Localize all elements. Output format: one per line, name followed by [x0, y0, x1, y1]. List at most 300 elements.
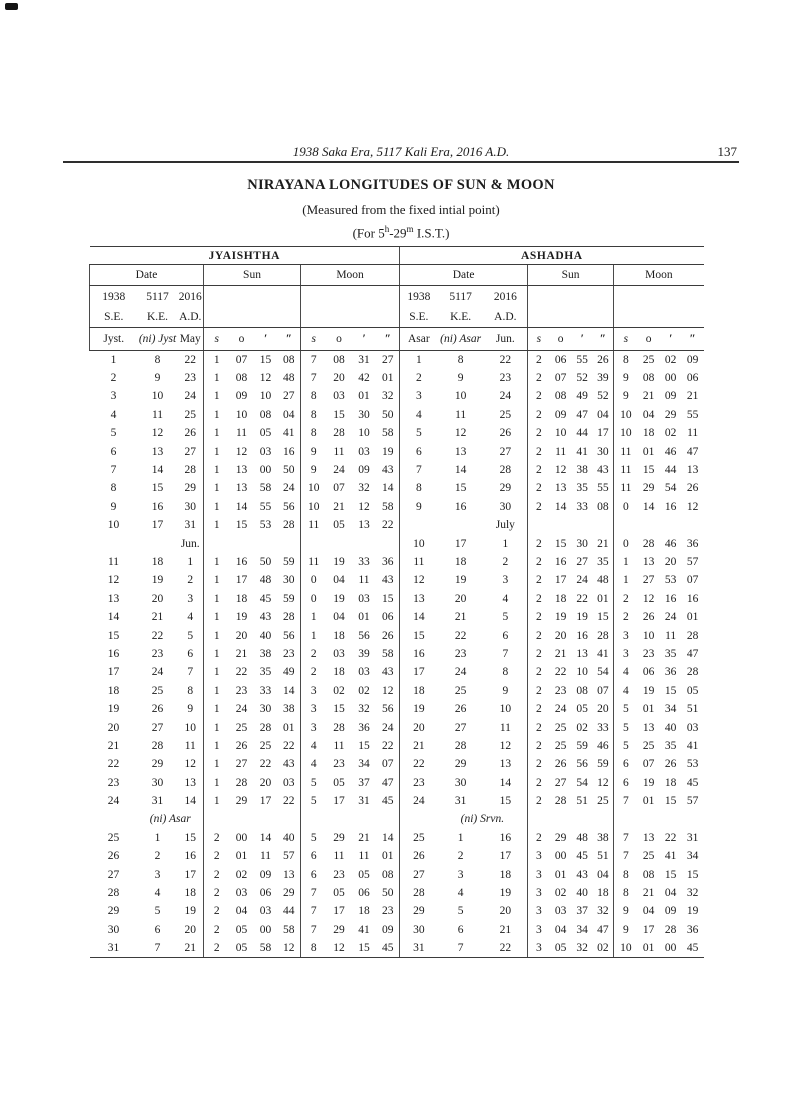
sun-cell: 00 — [554, 850, 567, 863]
sun-cell: 13 — [576, 647, 588, 660]
moon-cell: 11 — [665, 629, 677, 642]
moon-cell: 11 — [301, 516, 327, 534]
sun-cell: 10 — [235, 408, 248, 421]
table-row — [90, 406, 704, 424]
sun-cell: 1 — [204, 553, 230, 571]
moon-cell: 01 — [638, 939, 660, 957]
moon-cell: 9 — [301, 461, 327, 479]
moon-cell: 01 — [642, 703, 655, 716]
moon-cell: 14 — [642, 500, 655, 513]
sun-cell: 16 — [576, 629, 588, 642]
sun-cell: 17 — [597, 427, 609, 440]
sun-cell: 17 — [259, 795, 272, 808]
sun-cell: 43 — [597, 464, 609, 477]
moon-cell: 15 — [358, 739, 370, 752]
moon-cell: 57 — [686, 555, 699, 568]
sun-cell: 23 — [235, 684, 248, 697]
date-cell: 12 — [107, 574, 120, 587]
moon-cell: 31 — [686, 831, 699, 844]
month-name-left: JYAISHTHA — [90, 247, 400, 265]
sun-cell: 14 — [259, 831, 272, 844]
moon-cell: 7 — [301, 884, 327, 902]
moon-cell: 8 — [614, 351, 638, 369]
sun-cell: 38 — [259, 647, 272, 660]
table-row — [90, 663, 704, 681]
date-cell: 9 — [187, 703, 194, 716]
sun-cell: 18 — [554, 592, 567, 605]
moon-cell: 01 — [358, 390, 370, 403]
sun-cell: 26 — [235, 739, 248, 752]
date-cell: 1 — [154, 831, 161, 844]
date-cell: 18 — [499, 868, 512, 881]
sun-cell: 32 — [572, 939, 593, 957]
date-cell: 9 — [154, 372, 161, 385]
moon-cell: 45 — [382, 795, 394, 808]
unit-symbol: ″ — [682, 328, 704, 351]
unit-symbol: s — [301, 328, 327, 351]
sun-cell: 07 — [554, 372, 567, 385]
date-cell: 11 — [107, 555, 120, 568]
table-row — [90, 608, 704, 626]
moon-cell: 8 — [301, 387, 327, 405]
sun-cell: 01 — [235, 850, 248, 863]
sun-cell: 04 — [597, 868, 609, 881]
sun-cell: 22 — [235, 666, 248, 679]
subhead-cell: Jyst. — [90, 328, 138, 351]
moon-cell: 9 — [614, 369, 638, 387]
sun-cell: 33 — [597, 721, 609, 734]
sun-cell: 48 — [576, 831, 588, 844]
date-cell: 19 — [184, 905, 196, 918]
date-cell: 21 — [454, 611, 467, 624]
unit-symbol: ′ — [660, 328, 682, 351]
sun-cell: 00 — [259, 923, 272, 936]
moon-cell: 03 — [358, 592, 370, 605]
sun-cell: 30 — [597, 445, 609, 458]
moon-cell: 15 — [333, 703, 345, 716]
date-cell: 30 — [184, 500, 196, 513]
table-row — [90, 461, 704, 479]
sun-cell: 29 — [283, 887, 295, 900]
moon-cell: 19 — [686, 905, 699, 918]
moon-cell: 42 — [358, 372, 370, 385]
sun-cell: 30 — [259, 703, 272, 716]
sun-cell: 2 — [528, 645, 550, 663]
moon-cell: 5 — [614, 718, 638, 736]
moon-cell: 7 — [614, 847, 638, 865]
moon-cell: 8 — [301, 939, 327, 957]
sun-cell: 27 — [554, 776, 567, 789]
date-cell: 28 — [107, 887, 120, 900]
date-cell: 12 — [151, 427, 164, 440]
scan-artifact — [5, 3, 18, 10]
date-cell: 9 — [502, 684, 509, 697]
moon-cell: 47 — [686, 647, 699, 660]
sun-cell: 2 — [204, 847, 230, 865]
table-cell — [528, 308, 614, 328]
sun-cell: 44 — [283, 905, 295, 918]
table-cell — [400, 516, 438, 534]
sun-cell: 27 — [576, 555, 588, 568]
date-cell: 2 — [502, 555, 509, 568]
date-cell: 31 — [454, 795, 467, 808]
moon-cell: 19 — [333, 555, 345, 568]
sun-cell: 35 — [259, 666, 272, 679]
sun-cell: 58 — [259, 482, 272, 495]
date-cell: 24 — [151, 666, 164, 679]
sun-cell: 24 — [576, 574, 588, 587]
moon-cell: 9 — [301, 442, 327, 460]
table-cell — [438, 516, 484, 534]
page-number: 137 — [717, 144, 737, 159]
moon-cell: 1 — [614, 571, 638, 589]
moon-cell: 01 — [642, 445, 655, 458]
date-cell: 31 — [151, 795, 164, 808]
date-cell: 27 — [400, 865, 438, 883]
date-cell: 26 — [454, 703, 467, 716]
date-cell: 8 — [457, 353, 464, 366]
moon-cell: 2 — [301, 663, 327, 681]
moon-cell: 15 — [352, 939, 377, 957]
sun-cell: 04 — [235, 905, 248, 918]
date-cell: 13 — [499, 758, 512, 771]
sun-cell: 2 — [528, 387, 550, 405]
moon-cell: 9 — [614, 902, 638, 920]
date-cell: 5 — [154, 905, 161, 918]
table-row — [90, 700, 704, 718]
date-cell: 25 — [400, 829, 438, 847]
date-cell: 1 — [400, 351, 438, 369]
moon-cell: 25 — [642, 353, 655, 366]
date-cell: 10 — [184, 721, 196, 734]
date-cell: 22 — [484, 939, 528, 957]
sun-cell: 12 — [597, 776, 609, 789]
moon-cell: 13 — [358, 519, 370, 532]
date-cell: 22 — [151, 629, 164, 642]
moon-cell: 25 — [642, 850, 655, 863]
sun-cell: 21 — [597, 537, 609, 550]
date-cell: 3 — [400, 387, 438, 405]
sun-cell: 1 — [204, 351, 230, 369]
sun-cell: 49 — [576, 390, 588, 403]
moon-cell: 3 — [614, 626, 638, 644]
moon-cell: 15 — [664, 684, 677, 697]
moon-cell: 54 — [664, 482, 677, 495]
date-cell: 21 — [151, 611, 164, 624]
month-change-label: July — [495, 519, 515, 532]
sun-cell: 22 — [554, 666, 567, 679]
sun-cell: 2 — [528, 626, 550, 644]
moon-cell: 8 — [301, 406, 327, 424]
moon-cell: 07 — [686, 574, 699, 587]
moon-cell: 04 — [333, 574, 345, 587]
moon-cell: 00 — [664, 372, 677, 385]
sun-cell: 04 — [283, 408, 295, 421]
date-cell: 15 — [454, 482, 467, 495]
moon-cell: 50 — [382, 408, 394, 421]
sun-cell: 27 — [235, 758, 248, 771]
sun-cell: 59 — [283, 592, 295, 605]
table-cell — [204, 534, 301, 552]
moon-cell: 18 — [333, 666, 345, 679]
sun-cell: 06 — [554, 353, 567, 366]
sun-cell: 56 — [283, 500, 295, 513]
moon-cell: 28 — [333, 721, 345, 734]
date-cell: 12 — [454, 427, 467, 440]
group-header-moon: Moon — [614, 265, 704, 286]
sun-cell: 1 — [204, 571, 230, 589]
sun-cell: 03 — [235, 887, 248, 900]
moon-cell: 10 — [614, 939, 638, 957]
moon-cell: 28 — [333, 427, 345, 440]
moon-cell: 08 — [642, 868, 655, 881]
moon-cell: 24 — [664, 611, 677, 624]
date-cell: 15 — [400, 626, 438, 644]
sun-cell: 08 — [283, 353, 295, 366]
sun-cell: 3 — [528, 865, 550, 883]
unit-symbol: ″ — [593, 328, 614, 351]
sun-cell: 03 — [259, 445, 272, 458]
sun-cell: 25 — [554, 739, 567, 752]
date-cell: 1 — [457, 831, 464, 844]
moon-cell: 26 — [382, 629, 394, 642]
date-cell: 7 — [502, 647, 509, 660]
sun-cell: 41 — [283, 427, 295, 440]
sun-cell: 39 — [597, 372, 609, 385]
sun-cell: 41 — [576, 445, 588, 458]
moon-cell: 32 — [358, 482, 370, 495]
date-cell: 18 — [107, 684, 120, 697]
moon-cell: 07 — [382, 758, 394, 771]
sun-cell: 02 — [554, 887, 567, 900]
moon-cell: 08 — [382, 868, 394, 881]
date-cell: 16 — [400, 645, 438, 663]
sun-cell: 09 — [259, 868, 272, 881]
sun-cell: 09 — [554, 408, 567, 421]
moon-cell: 04 — [333, 611, 345, 624]
table-cell — [400, 810, 438, 828]
sun-cell: 29 — [235, 795, 248, 808]
sun-cell: 23 — [283, 647, 295, 660]
sun-cell: 10 — [259, 390, 272, 403]
sun-cell: 04 — [597, 408, 609, 421]
date-cell: 11 — [455, 408, 467, 421]
date-cell: 10 — [499, 703, 512, 716]
table-row — [90, 424, 704, 442]
moon-cell: 19 — [642, 776, 655, 789]
moon-cell: 21 — [642, 887, 655, 900]
table-row — [90, 498, 704, 516]
date-cell: 3 — [502, 574, 509, 587]
moon-cell: 15 — [642, 464, 655, 477]
date-cell: 8 — [400, 479, 438, 497]
moon-cell: 22 — [382, 519, 394, 532]
date-cell: 1 — [187, 555, 194, 568]
sun-cell: 20 — [554, 629, 567, 642]
sun-cell: 40 — [259, 629, 272, 642]
era-year: 2016 — [178, 290, 202, 303]
sun-cell: 00 — [235, 831, 248, 844]
sun-cell: 30 — [283, 574, 295, 587]
moon-cell: 10 — [301, 498, 327, 516]
sun-cell: 2 — [204, 939, 230, 957]
date-cell: 26 — [151, 703, 164, 716]
sun-cell: 55 — [576, 353, 588, 366]
table-cell — [528, 286, 614, 308]
date-cell: 16 — [107, 647, 120, 660]
sun-cell: 59 — [597, 758, 609, 771]
moon-cell: 28 — [642, 537, 655, 550]
unit-symbol: ″ — [278, 328, 301, 351]
sun-cell: 1 — [204, 682, 230, 700]
sun-cell: 55 — [597, 482, 609, 495]
date-cell: 7 — [187, 666, 194, 679]
month-change-label: Jun. — [180, 537, 200, 550]
date-cell: 17 — [184, 868, 196, 881]
moon-cell: 5 — [614, 737, 638, 755]
sun-cell: 1 — [204, 626, 230, 644]
sun-cell: 2 — [528, 700, 550, 718]
date-cell: 4 — [502, 592, 509, 605]
moon-cell: 01 — [382, 372, 394, 385]
moon-cell: 03 — [686, 721, 699, 734]
moon-cell: 09 — [664, 390, 677, 403]
table-cell — [614, 810, 704, 828]
sun-cell: 05 — [259, 427, 272, 440]
date-cell: 20 — [454, 592, 467, 605]
date-cell: 4 — [110, 408, 117, 421]
moon-cell: 36 — [382, 555, 394, 568]
moon-cell: 0 — [301, 590, 327, 608]
sun-cell: 03 — [554, 905, 567, 918]
sun-cell: 14 — [283, 684, 295, 697]
date-cell: 17 — [107, 666, 120, 679]
sun-cell: 1 — [204, 737, 230, 755]
unit-symbol: s — [528, 328, 550, 351]
sun-cell: 28 — [259, 721, 272, 734]
sun-cell: 18 — [235, 592, 248, 605]
era-year: 1938 — [400, 286, 438, 308]
date-cell: 2 — [400, 369, 438, 387]
table-cell — [90, 810, 138, 828]
date-cell: 4 — [400, 406, 438, 424]
moon-cell: 56 — [382, 703, 394, 716]
table-row — [90, 939, 704, 957]
sun-cell: 25 — [235, 721, 248, 734]
date-cell: 5 — [110, 427, 117, 440]
moon-cell: 13 — [642, 721, 655, 734]
moon-cell: 14 — [382, 482, 394, 495]
moon-cell: 28 — [686, 666, 699, 679]
sun-cell: 20 — [235, 629, 248, 642]
sun-cell: 38 — [576, 464, 588, 477]
sun-cell: 26 — [554, 758, 567, 771]
date-cell: 16 — [151, 500, 164, 513]
date-cell: 7 — [138, 939, 178, 957]
date-cell: 16 — [184, 850, 196, 863]
sun-cell: 25 — [597, 795, 609, 808]
moon-cell: 6 — [301, 865, 327, 883]
moon-cell: 32 — [686, 887, 699, 900]
sun-cell: 2 — [528, 682, 550, 700]
sun-cell: 22 — [283, 739, 295, 752]
moon-cell: 29 — [333, 831, 345, 844]
moon-cell: 34 — [664, 703, 677, 716]
sun-cell: 20 — [597, 703, 609, 716]
table-cell — [138, 534, 178, 552]
sun-cell: 22 — [576, 592, 588, 605]
date-cell: 27 — [107, 868, 120, 881]
moon-cell: 4 — [614, 663, 638, 681]
moon-cell: 36 — [686, 923, 699, 936]
moon-cell: 15 — [382, 592, 394, 605]
sun-cell: 05 — [230, 939, 254, 957]
sun-cell: 28 — [235, 776, 248, 789]
date-cell: 14 — [184, 795, 196, 808]
moon-cell: 45 — [377, 939, 400, 957]
sun-cell: 2 — [528, 773, 550, 791]
group-header-moon: Moon — [301, 265, 400, 286]
moon-cell: 03 — [358, 445, 370, 458]
date-cell: 13 — [151, 445, 164, 458]
date-cell: 19 — [107, 703, 120, 716]
moon-cell: 45 — [686, 776, 699, 789]
date-cell: 9 — [457, 372, 464, 385]
moon-cell: 10 — [614, 424, 638, 442]
era-abbrev: A.D. — [484, 308, 528, 328]
sun-cell: 1 — [204, 773, 230, 791]
sun-cell: 04 — [554, 923, 567, 936]
moon-cell: 7 — [301, 351, 327, 369]
moon-cell: 8 — [614, 884, 638, 902]
date-cell: 26 — [107, 850, 120, 863]
moon-cell: 25 — [642, 739, 655, 752]
date-cell: 23 — [184, 372, 196, 385]
moon-cell: 07 — [333, 482, 345, 495]
moon-cell: 4 — [301, 737, 327, 755]
date-cell: 3 — [187, 592, 194, 605]
moon-cell: 26 — [664, 758, 677, 771]
date-cell: 2 — [110, 372, 117, 385]
moon-cell: 32 — [358, 703, 370, 716]
sun-cell: 1 — [204, 369, 230, 387]
table-cell — [301, 534, 400, 552]
table-cell — [614, 516, 704, 534]
sun-cell: 2 — [528, 718, 550, 736]
moon-cell: 33 — [358, 555, 370, 568]
sun-cell: 59 — [283, 555, 295, 568]
time-note-part: (For 5 — [352, 225, 385, 241]
moon-cell: 06 — [358, 887, 370, 900]
date-cell: 6 — [110, 445, 117, 458]
sun-cell: 2 — [204, 902, 230, 920]
era-abbrev: K.E. — [138, 308, 178, 328]
moon-cell: 21 — [333, 500, 345, 513]
moon-cell: 19 — [382, 445, 394, 458]
date-cell: 14 — [454, 464, 467, 477]
moon-cell: 05 — [686, 684, 699, 697]
group-header-date: Date — [400, 265, 528, 286]
date-cell: 30 — [400, 921, 438, 939]
date-cell: 22 — [454, 629, 467, 642]
sun-cell: 06 — [259, 887, 272, 900]
sun-cell: 12 — [259, 372, 272, 385]
date-cell: 16 — [454, 500, 467, 513]
moon-cell: 51 — [686, 703, 699, 716]
moon-cell: 01 — [382, 850, 394, 863]
date-cell: 11 — [151, 408, 164, 421]
date-cell: 13 — [400, 590, 438, 608]
